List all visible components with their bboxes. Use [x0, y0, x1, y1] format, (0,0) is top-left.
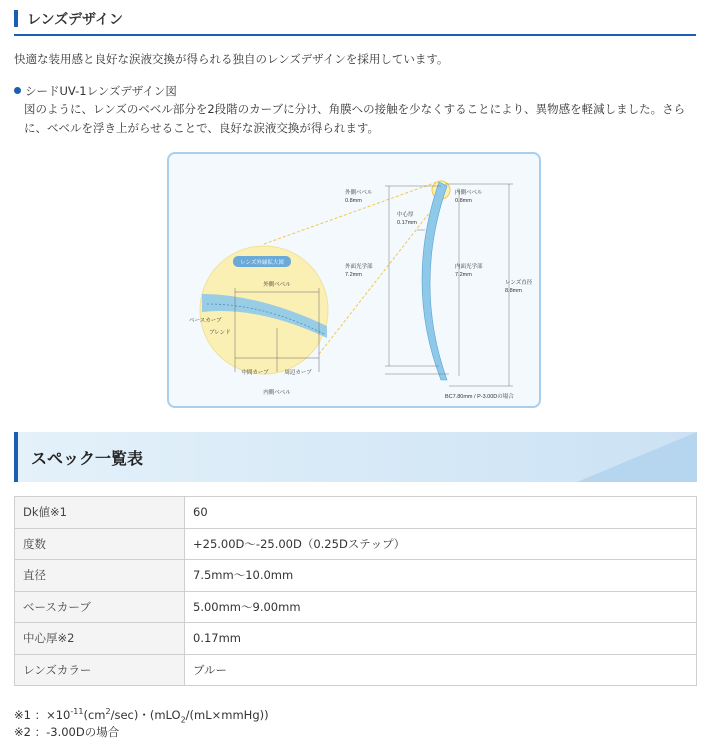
bullet-heading	[14, 83, 177, 99]
lens-cross-section	[422, 182, 447, 380]
label-outer-bevel-right: 外側ベベル	[345, 190, 373, 196]
title-accent-bar	[14, 10, 18, 27]
value-center-thickness: 0.17mm	[397, 220, 417, 226]
footnote-1-sup: 2	[105, 707, 111, 717]
value-outer-bevel: 0.8mm	[345, 198, 362, 204]
value-inner-optic: 7.2mm	[455, 272, 472, 278]
label-outer-bevel: 外側ベベル	[263, 282, 291, 288]
spec-key: Dk値※1	[15, 497, 185, 529]
label-base-curve: ベースカーブ	[189, 318, 222, 324]
footnote-1-suffix: /(mL×mmHg))	[185, 708, 269, 722]
footnote-1-exponent: -11	[70, 707, 84, 717]
value-lens-diameter: 8.8mm	[505, 288, 522, 294]
label-center-thickness: 中心厚	[397, 212, 414, 218]
label-outer-optic: 外面光学部	[345, 264, 373, 270]
spec-title-text: スペック一覧表	[31, 449, 144, 468]
intro-text: 快適な装用感と良好な涙液交換が得られる独自のレンズデザインを採用しています。	[14, 52, 449, 66]
footnote-2: ※2 ：-3.00Dの場合	[14, 725, 120, 739]
section-divider	[14, 34, 696, 36]
table-row	[15, 560, 697, 592]
table-row	[15, 497, 697, 529]
spec-accent-bar	[14, 432, 18, 482]
spec-value: 0.17mm	[185, 623, 697, 655]
footnote-1-sub: 2	[180, 715, 186, 725]
value-inner-bevel: 0.8mm	[455, 198, 472, 204]
spec-key: ベースカーブ	[15, 591, 185, 623]
footnote-1-unit-a: (cm	[83, 708, 106, 722]
table-row	[15, 591, 697, 623]
lens-design-diagram	[167, 152, 541, 408]
spec-value: +25.00D〜-25.00D（0.25Dステップ）	[185, 528, 697, 560]
footnote-1	[14, 707, 269, 724]
table-row	[15, 528, 697, 560]
spec-key: レンズカラー	[15, 654, 185, 686]
lens-diagram-svg	[169, 154, 539, 406]
spec-value: ブルー	[185, 654, 697, 686]
label-peripheral-curve: 周辺カーブ	[284, 370, 312, 376]
section-title-text: レンズデザイン	[27, 12, 123, 28]
spec-value: 5.00mm〜9.00mm	[185, 591, 697, 623]
section-title-lens-design	[14, 7, 696, 29]
label-lens-diameter: レンズ直径	[505, 280, 533, 286]
bullet-dot-icon	[14, 87, 21, 94]
spec-header-decoration	[577, 432, 697, 482]
label-blend: ブレンド	[209, 330, 231, 336]
value-outer-optic: 7.2mm	[345, 272, 362, 278]
spec-key: 直径	[15, 560, 185, 592]
label-inner-bevel-right: 内側ベベル	[455, 190, 483, 196]
footnote-1-unit-b: /sec)・(mLO	[110, 708, 181, 722]
label-middle-curve: 中間カーブ	[241, 370, 269, 376]
spec-value: 60	[185, 497, 697, 529]
diagram-footnote: BC7.80mm / P-3.00Dの場合	[445, 394, 514, 400]
table-row	[15, 623, 697, 655]
magnify-label: レンズ外縁拡大図	[240, 260, 284, 266]
label-inner-bevel: 内側ベベル	[263, 390, 291, 396]
table-row	[15, 654, 697, 686]
label-inner-optic: 内面光学部	[455, 264, 483, 270]
spec-table	[14, 496, 697, 686]
section-title-spec	[14, 432, 697, 482]
spec-value: 7.5mm〜10.0mm	[185, 560, 697, 592]
footnote-1-prefix: ※1 ：×10	[14, 708, 71, 722]
spec-key: 度数	[15, 528, 185, 560]
bullet-heading-text: シードUV-1レンズデザイン図	[25, 84, 177, 98]
spec-key: 中心厚※2	[15, 623, 185, 655]
description-text: 図のように、レンズのベベル部分を2段階のカーブに分け、角膜への接触を少なくすることにより、異物感を軽減しました。さらに、ベベルを浮き上がらせることで、良好な涙液交換が得られます。	[24, 102, 686, 135]
